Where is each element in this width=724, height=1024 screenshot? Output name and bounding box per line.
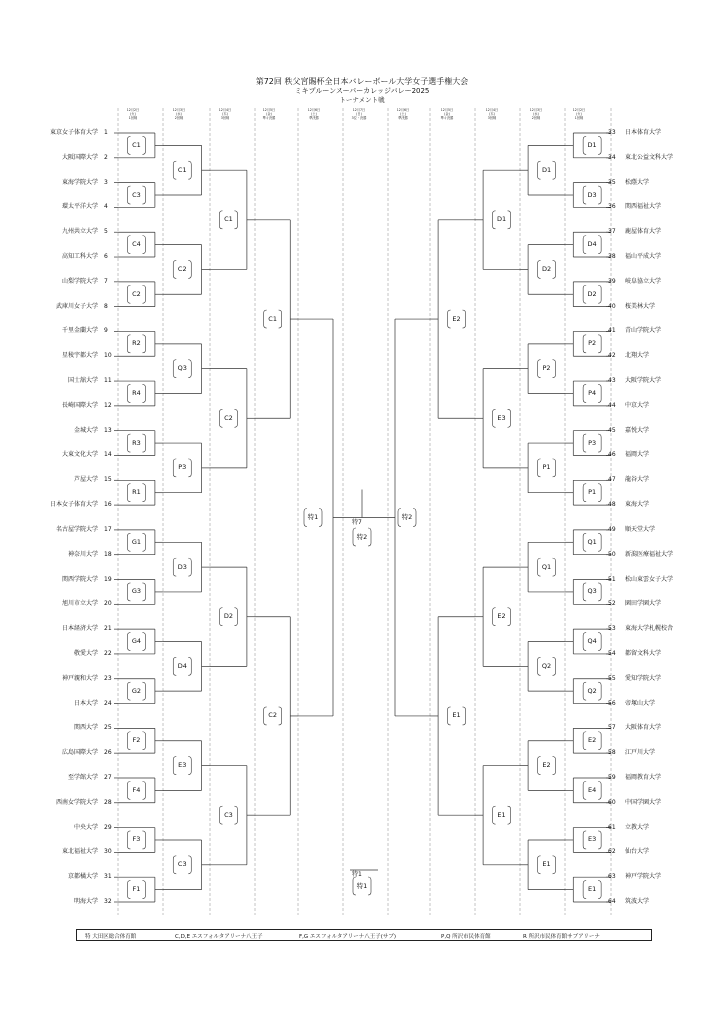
team-number-left: 9 xyxy=(104,327,108,335)
match-label-right: E4 xyxy=(588,785,597,794)
team-number-left: 15 xyxy=(104,476,112,484)
match-label-right: P2 xyxy=(542,364,551,373)
team-name-right: 愛知学院大学 xyxy=(625,674,662,682)
match-label-right: P3 xyxy=(588,438,597,447)
team-name-right: 中国学園大学 xyxy=(625,798,662,806)
match-label-left: R1 xyxy=(132,488,141,497)
team-number-left: 22 xyxy=(104,649,112,657)
team-name-right: 松蔭大学 xyxy=(625,178,650,186)
match-label-left: F4 xyxy=(132,785,141,794)
round-header-label: 1回戦 xyxy=(574,116,584,120)
match-label-right: E2 xyxy=(497,612,506,621)
team-number-left: 5 xyxy=(104,228,108,236)
team-number-right: 33 xyxy=(608,129,616,136)
match-label-right: D4 xyxy=(587,240,597,249)
team-name-right: 園田学園大学 xyxy=(625,600,662,608)
team-number-right: 46 xyxy=(608,451,616,459)
team-name-right: 日本体育大学 xyxy=(625,129,662,136)
team-number-left: 6 xyxy=(104,253,108,261)
semifinal-label-right: 特2 xyxy=(401,513,413,521)
round-header-label: 2回戦 xyxy=(174,116,184,120)
team-number-right: 48 xyxy=(608,501,616,509)
team-number-left: 4 xyxy=(104,203,108,211)
team-number-left: 11 xyxy=(104,377,112,385)
match-label-right: D2 xyxy=(541,264,552,273)
match-label-left: C3 xyxy=(132,190,141,199)
team-name-left: 関西学院大学 xyxy=(61,575,98,583)
round-header-label: 1回戦 xyxy=(128,116,138,120)
match-label-right: D1 xyxy=(541,165,552,174)
team-number-left: 28 xyxy=(104,798,112,806)
team-name-left: 大阪国際大学 xyxy=(61,153,98,161)
match-label-right: D2 xyxy=(587,289,597,298)
round-header xyxy=(116,108,150,120)
match-label-left: C1 xyxy=(177,165,187,174)
team-name-left: 神奈川大学 xyxy=(67,550,98,558)
venue-item: 特 大田区総合体育館 xyxy=(85,934,137,940)
round-header-date: 12月7日 xyxy=(352,108,366,112)
venue-item: F,G エスフォルタアリーナ八王子(サブ) xyxy=(299,934,396,940)
team-name-left: 九州共立大学 xyxy=(61,228,98,236)
match-label-left: C3 xyxy=(224,810,233,819)
final-label: 特2 xyxy=(356,532,368,541)
team-name-right: 福山平成大学 xyxy=(625,253,662,261)
round-header-date: 12月2日 xyxy=(126,108,140,112)
match-label-left: R2 xyxy=(132,339,141,348)
team-number-right: 34 xyxy=(608,153,616,161)
match-label-right: E1 xyxy=(542,860,551,869)
match-label-left: G2 xyxy=(131,686,142,695)
team-number-left: 8 xyxy=(104,302,108,310)
team-name-right: 中京大学 xyxy=(625,401,650,409)
team-number-right: 56 xyxy=(608,699,616,707)
round-header xyxy=(208,108,242,120)
team-number-right: 38 xyxy=(608,253,616,261)
match-label-left: C2 xyxy=(132,289,141,298)
team-name-right: 神戸学院大学 xyxy=(625,873,662,881)
team-name-right: 大阪体育大学 xyxy=(625,724,662,732)
team-number-right: 60 xyxy=(608,798,616,806)
round-header-day: (火) xyxy=(130,112,136,116)
round-header-label: 準々決勝 xyxy=(440,116,454,120)
match-label-right: D1 xyxy=(496,215,507,224)
team-name-right: 東海大学札幌校舎 xyxy=(625,625,674,633)
team-name-left: 旭川市立大学 xyxy=(61,600,98,608)
team-name-left: 山梨学院大学 xyxy=(61,277,98,285)
match-label-left: C1 xyxy=(132,140,141,149)
page-title: 第72回 秩父宮賜杯全日本バレーボール大学女子選手権大会 xyxy=(255,77,469,86)
match-label-right: Q2 xyxy=(587,686,597,695)
venue-item: C,D,E エスフォルタアリーナ八王子 xyxy=(175,934,263,940)
round-header xyxy=(430,108,464,120)
match-label-left: G1 xyxy=(131,537,142,546)
round-header-label: 2回戦 xyxy=(531,116,541,120)
page-section-title: トーナメント戦 xyxy=(339,96,385,104)
team-name-right: 筑波大学 xyxy=(625,898,650,905)
match-label-left: C4 xyxy=(132,240,141,249)
team-name-right: 東海大学 xyxy=(625,501,650,509)
team-number-left: 1 xyxy=(104,129,108,136)
team-name-left: 至学館大学 xyxy=(67,773,98,781)
team-name-right: 帝塚山大学 xyxy=(625,699,656,707)
team-number-left: 16 xyxy=(104,501,112,509)
venue-item: P,Q 所沢市民体育館 xyxy=(441,934,491,940)
round-header-date: 12月4日 xyxy=(218,108,232,112)
round-header-date: 12月5日 xyxy=(440,108,454,112)
team-number-right: 49 xyxy=(608,525,616,533)
team-number-right: 40 xyxy=(608,302,616,310)
match-label-right: P1 xyxy=(588,488,597,497)
team-number-left: 2 xyxy=(104,153,108,161)
round-header-day: (金) xyxy=(266,112,272,116)
round-header-day: (日) xyxy=(356,112,362,116)
round-header-day: (木) xyxy=(489,112,495,116)
team-number-left: 27 xyxy=(104,773,112,781)
team-number-left: 23 xyxy=(104,674,112,682)
match-label-right: E2 xyxy=(452,314,461,323)
round-header xyxy=(162,108,196,120)
match-label-left: F3 xyxy=(132,835,141,844)
match-label-right: Q3 xyxy=(587,587,597,596)
team-name-left: 高知工科大学 xyxy=(61,253,98,261)
team-number-left: 29 xyxy=(104,823,112,831)
match-label-left: Q3 xyxy=(177,364,187,373)
team-name-right: 大阪学院大学 xyxy=(625,377,662,385)
team-number-left: 10 xyxy=(104,352,112,360)
team-name-left: 日本女子体育大学 xyxy=(49,501,98,509)
match-label-right: E3 xyxy=(588,835,597,844)
match-label-right: Q2 xyxy=(541,661,552,670)
match-label-left: C3 xyxy=(177,860,187,869)
team-name-right: 東北公益文科大学 xyxy=(625,153,674,161)
team-number-right: 61 xyxy=(608,823,616,831)
round-header-day: (土) xyxy=(400,112,406,116)
round-header-date: 12月2日 xyxy=(572,108,586,112)
match-label-left: D3 xyxy=(177,562,187,571)
team-number-left: 32 xyxy=(104,898,112,905)
team-number-left: 31 xyxy=(104,873,112,881)
round-header-date: 12月6日 xyxy=(396,108,410,112)
match-label-left: F2 xyxy=(132,736,141,745)
match-label-right: E3 xyxy=(497,413,506,422)
team-name-right: 順天堂大学 xyxy=(625,525,656,533)
team-name-left: 中央大学 xyxy=(73,823,98,831)
team-number-left: 17 xyxy=(104,525,112,533)
match-label-right: P1 xyxy=(542,463,551,472)
team-number-left: 18 xyxy=(104,550,112,558)
team-number-right: 39 xyxy=(608,277,616,285)
team-name-right: 都留文科大学 xyxy=(625,649,662,657)
match-label-left: C1 xyxy=(268,314,277,323)
team-number-left: 12 xyxy=(104,401,112,409)
team-name-right: 龍谷大学 xyxy=(625,476,650,484)
page-subtitle: ミキプルーンスーパーカレッジバレー2025 xyxy=(294,87,430,95)
match-label-left: P3 xyxy=(178,463,187,472)
match-label-right: Q1 xyxy=(541,562,552,571)
team-name-right: 桜美林大学 xyxy=(625,302,656,310)
round-header xyxy=(297,108,331,120)
team-number-right: 51 xyxy=(608,575,616,583)
team-number-right: 53 xyxy=(608,625,616,633)
team-name-right: 新潟医療福祉大学 xyxy=(625,550,674,558)
team-number-right: 50 xyxy=(608,550,616,558)
round-header-label: 準決勝 xyxy=(398,116,408,120)
match-label-left: G3 xyxy=(131,587,142,596)
match-label-left: R3 xyxy=(132,438,141,447)
team-number-right: 41 xyxy=(608,327,616,335)
match-label-left: E3 xyxy=(178,761,187,770)
round-header xyxy=(252,108,286,120)
team-number-left: 21 xyxy=(104,625,112,633)
team-name-left: 芦屋大学 xyxy=(73,476,98,484)
team-number-left: 13 xyxy=(104,426,112,434)
match-label-left: C2 xyxy=(177,264,187,273)
round-header-day: (火) xyxy=(576,112,582,116)
team-number-right: 44 xyxy=(608,401,616,409)
team-name-left: 金城大学 xyxy=(73,426,98,434)
round-header-day: (金) xyxy=(444,112,450,116)
round-header-label: 準決勝 xyxy=(309,116,319,120)
round-header xyxy=(386,108,420,120)
team-number-left: 24 xyxy=(104,699,112,707)
team-name-left: 国士舘大学 xyxy=(67,377,98,385)
round-header-date: 12月4日 xyxy=(485,108,499,112)
team-number-right: 36 xyxy=(608,203,616,211)
semifinal-label-left: 特1 xyxy=(307,513,319,521)
round-header-date: 12月3日 xyxy=(529,108,543,112)
team-name-left: 星稜宇都大学 xyxy=(61,352,98,360)
team-number-left: 19 xyxy=(104,575,112,583)
third-place-tag: 特1 xyxy=(352,871,362,878)
team-name-right: 関西福祉大学 xyxy=(625,203,662,211)
match-label-right: E1 xyxy=(497,810,506,819)
match-label-right: D3 xyxy=(587,190,597,199)
team-name-left: 東海学院大学 xyxy=(61,178,98,186)
third-place-label: 特1 xyxy=(356,881,368,890)
team-name-left: 関西大学 xyxy=(73,724,98,732)
team-name-left: 明海大学 xyxy=(73,898,98,905)
team-number-left: 26 xyxy=(104,749,112,757)
round-header xyxy=(562,108,596,120)
team-name-left: 東京女子体育大学 xyxy=(49,129,98,136)
match-label-right: E2 xyxy=(588,736,597,745)
match-label-right: P2 xyxy=(588,339,597,348)
team-number-right: 55 xyxy=(608,674,616,682)
round-header-date: 12月6日 xyxy=(307,108,321,112)
team-number-left: 3 xyxy=(104,178,108,186)
match-label-left: G4 xyxy=(131,637,142,646)
team-name-right: 鹿屋体育大学 xyxy=(625,228,662,236)
team-name-right: 青山学院大学 xyxy=(625,327,662,335)
team-number-right: 64 xyxy=(608,898,616,905)
match-label-left: D2 xyxy=(223,612,233,621)
team-number-right: 58 xyxy=(608,749,616,757)
team-name-left: 千里金蘭大学 xyxy=(61,327,98,335)
team-name-left: 大東文化大学 xyxy=(61,451,98,459)
team-name-right: 福岡教育大学 xyxy=(625,773,662,781)
team-name-left: 武庫川女子大学 xyxy=(55,302,98,310)
team-number-right: 37 xyxy=(608,228,616,236)
team-name-right: 仙台大学 xyxy=(625,848,650,856)
team-number-left: 20 xyxy=(104,600,112,608)
team-name-right: 嘉悦大学 xyxy=(625,426,650,434)
team-number-right: 43 xyxy=(608,377,616,385)
match-label-right: D1 xyxy=(587,140,597,149)
round-header-label: 準々決勝 xyxy=(262,116,276,120)
team-name-left: 環太平洋大学 xyxy=(61,203,98,211)
team-name-right: 福岡大学 xyxy=(625,451,650,459)
round-header-label: 3回戦 xyxy=(487,116,497,120)
team-name-left: 広島国際大学 xyxy=(61,749,98,757)
team-name-left: 東北福祉大学 xyxy=(61,848,98,856)
team-name-left: 西南女学院大学 xyxy=(55,798,98,806)
match-label-right: E2 xyxy=(542,761,551,770)
round-header-label: 3位・決勝 xyxy=(351,116,367,120)
match-label-left: C2 xyxy=(224,413,233,422)
team-name-right: 江戸川大学 xyxy=(625,749,656,757)
match-label-left: F1 xyxy=(132,885,141,894)
round-header-day: (水) xyxy=(176,112,182,116)
team-number-left: 30 xyxy=(104,848,112,856)
final-tag: 特7 xyxy=(352,518,362,526)
team-name-left: 敬愛大学 xyxy=(73,649,98,657)
team-number-right: 54 xyxy=(608,649,616,657)
team-number-right: 62 xyxy=(608,848,616,856)
team-name-right: 岐阜協立大学 xyxy=(625,277,662,285)
round-header xyxy=(519,108,553,120)
team-number-right: 42 xyxy=(608,352,616,360)
team-number-right: 47 xyxy=(608,476,616,484)
round-header xyxy=(475,108,509,120)
team-name-left: 日本経済大学 xyxy=(61,625,98,633)
venue-item: R 所沢市民体育館サブアリーナ xyxy=(523,934,600,940)
team-number-right: 45 xyxy=(608,426,616,434)
round-header-day: (土) xyxy=(311,112,317,116)
match-label-left: R4 xyxy=(132,388,141,397)
round-header xyxy=(342,108,376,120)
match-label-right: E1 xyxy=(452,711,461,720)
team-number-left: 7 xyxy=(104,277,108,285)
round-header-date: 12月5日 xyxy=(262,108,276,112)
team-name-right: 松山東雲女子大学 xyxy=(625,575,674,583)
match-label-right: Q4 xyxy=(587,637,597,646)
team-number-right: 52 xyxy=(608,600,616,608)
round-header-label: 3回戦 xyxy=(220,116,230,120)
round-header-date: 12月3日 xyxy=(172,108,186,112)
team-number-left: 25 xyxy=(104,724,112,732)
round-header-day: (水) xyxy=(533,112,539,116)
match-label-left: D4 xyxy=(177,661,187,670)
team-number-right: 59 xyxy=(608,773,616,781)
team-name-right: 北翔大学 xyxy=(625,352,650,360)
team-name-left: 神戸親和大学 xyxy=(61,674,98,682)
round-header-day: (木) xyxy=(222,112,228,116)
match-label-left: C2 xyxy=(268,711,277,720)
team-name-left: 京都橘大学 xyxy=(67,873,98,881)
team-name-left: 長崎国際大学 xyxy=(61,401,98,409)
team-number-right: 35 xyxy=(608,178,616,186)
team-number-left: 14 xyxy=(104,451,112,459)
match-label-left: C1 xyxy=(224,215,233,224)
team-number-right: 63 xyxy=(608,873,616,881)
team-number-right: 57 xyxy=(608,724,616,732)
match-label-right: P4 xyxy=(588,388,597,397)
venue-legend xyxy=(76,929,652,941)
match-label-right: E1 xyxy=(588,885,597,894)
team-name-right: 立教大学 xyxy=(625,823,650,831)
match-label-right: Q1 xyxy=(587,537,597,546)
team-name-left: 日本大学 xyxy=(73,699,98,707)
team-name-left: 名古屋学院大学 xyxy=(55,525,98,533)
